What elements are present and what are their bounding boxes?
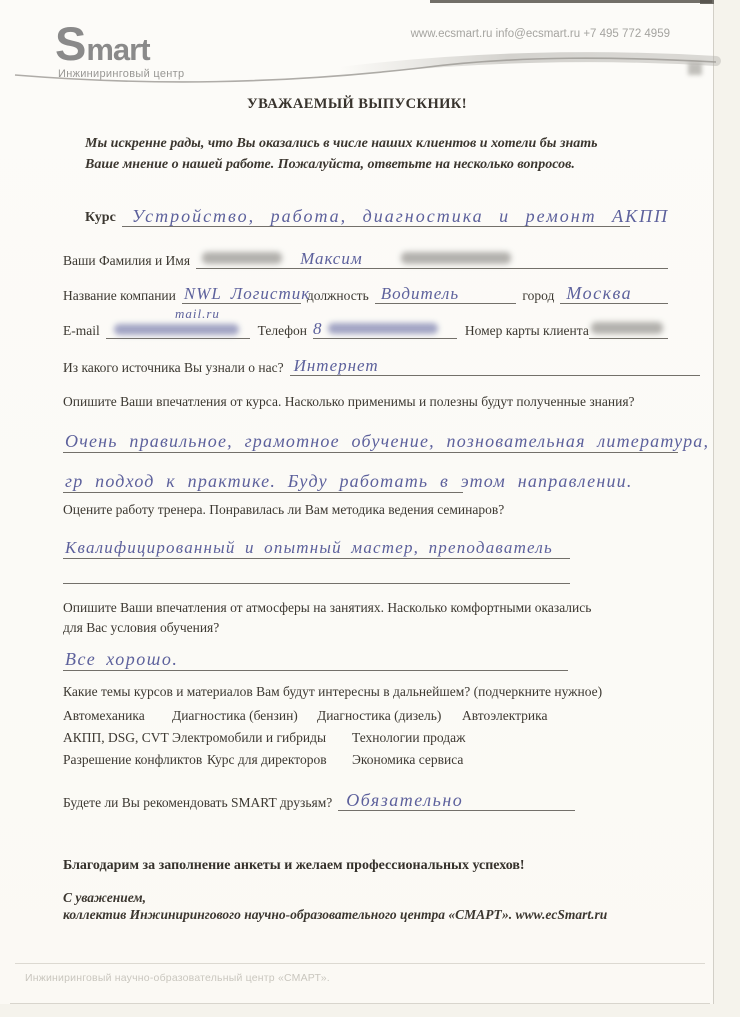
scan-edge-top [430, 0, 712, 3]
scan-edge-right-line [713, 4, 714, 1009]
scan-edge-right-band [714, 0, 740, 1017]
swoosh-curve-graphic [0, 42, 740, 97]
company-line [182, 283, 311, 304]
topic-sales-technology: Технологии продаж [352, 730, 466, 745]
answer-1-handwriting-2: гр подход к практике. Буду работать в этом направлении. [65, 471, 633, 491]
city-handwriting: Москва [566, 283, 633, 303]
phone-line [313, 318, 457, 339]
name-label: Ваши Фамилия и Имя [63, 252, 191, 268]
email-row [63, 318, 668, 339]
company-label: Название компании [63, 287, 176, 303]
closing-thanks: Благодарим за заполнение анкеты и желаем профессиональных успехов! [63, 858, 525, 873]
redacted-patronymic-scribble [401, 252, 511, 264]
answer-1-handwriting-1: Очень правильное, грамотное обучение, позновательная литература, [65, 431, 710, 451]
scan-edge-bottom-band [0, 1004, 740, 1017]
phone-label: Телефон [257, 322, 307, 338]
redacted-email-scribble [114, 324, 239, 335]
question-3-line-2: для Вас условия обучения? [63, 620, 220, 636]
intro-line-1: Мы искренне рады, что Вы оказались в числе наших клиентов и хотели бы знать [85, 136, 598, 151]
intro-paragraph [85, 133, 598, 175]
smart-logo-rest: mart [86, 32, 150, 67]
card-line [589, 318, 668, 339]
smart-logo-s: S [55, 17, 87, 70]
intro-line-2: Ваше мнение о нашей работе. Пожалуйста, ответьте на несколько вопросов. [85, 157, 575, 172]
position-label: должность [306, 287, 369, 303]
source-label: Из какого источника Вы узнали о нас? [63, 359, 284, 375]
position-line [375, 283, 517, 304]
redacted-card-scribble [591, 322, 663, 334]
position-handwriting: Водитель [380, 284, 460, 303]
footer-divider [15, 963, 705, 964]
topic-diagnostics-diesel: Диагностика (дизель) [317, 708, 442, 723]
topic-diagnostics-petrol: Диагностика (бензин) [172, 708, 298, 723]
answer-1-line-2 [63, 455, 633, 493]
answer-2-handwriting: Квалифицированный и опытный мастер, преподаватель [65, 538, 553, 557]
source-row [63, 355, 700, 376]
recommend-row [63, 790, 575, 811]
topic-akpp-dsg-cvt: АКПП, DSG, CVT [63, 730, 169, 745]
name-row [63, 248, 668, 269]
redacted-phone-scribble [328, 323, 438, 334]
footer-note: Инжиниринговый научно-образовательный центр «СМАРТ». [25, 972, 330, 984]
company-row [63, 283, 668, 304]
question-3 [63, 598, 591, 639]
course-handwriting: Устройство, работа, диагностика и ремонт АКПП [131, 206, 670, 226]
question-3-line-1: Опишите Ваши впечатления от атмосферы на занятиях. Насколько комфортными оказались [63, 600, 592, 615]
name-handwriting: Максим [300, 249, 363, 268]
recommend-handwriting: Обязательно [346, 790, 464, 810]
answer-2-line [63, 522, 570, 559]
city-line [560, 283, 668, 304]
question-1: Опишите Ваши впечатления от курса. Насколько применимы и полезны будут полученные знания? [63, 394, 635, 409]
redacted-surname-scribble [202, 252, 282, 264]
topic-automechanics: Автомеханика [63, 708, 145, 723]
topic-autoelectrics: Автоэлектрика [462, 708, 548, 723]
source-line [290, 355, 700, 376]
recommend-line [338, 790, 575, 811]
question-2: Оцените работу тренера. Понравилась ли Вам методика ведения семинаров? [63, 502, 505, 517]
card-label: Номер карты клиента [464, 322, 589, 338]
email-note-handwriting: mail.ru [175, 306, 220, 321]
email-line [106, 318, 250, 339]
source-handwriting: Интернет [293, 356, 379, 375]
phone-handwriting: 8 [312, 319, 323, 338]
closing-regards-2: коллектив Инжинирингового научно-образовательного центра «СМАРТ». www.ecSmart.ru [63, 907, 608, 922]
logo-subtitle: Инжиниринговый центр [58, 68, 185, 80]
city-label: город [522, 287, 555, 303]
topic-ev-hybrids: Электромобили и гибриды [172, 730, 327, 745]
answer-3-handwriting: Все хорошо. [65, 649, 179, 669]
name-line [196, 248, 668, 269]
page-title: УВАЖАЕМЫЙ ВЫПУСКНИК! [247, 96, 467, 112]
email-label: E-mail [63, 322, 100, 338]
header-contact-info: www.ecsmart.ru info@ecsmart.ru +7 495 772 4959 [410, 28, 670, 40]
company-handwriting: NWL Логистик [183, 284, 311, 303]
course-label: Курс [85, 210, 116, 226]
course-row [85, 206, 670, 227]
course-line [122, 206, 670, 227]
closing-regards-1: С уважением, [63, 890, 147, 905]
topic-service-economics: Экономика сервиса [352, 752, 464, 767]
topic-directors-course: Курс для директоров [207, 752, 327, 767]
answer-1-line-1 [63, 415, 710, 453]
answer-2-empty-line [63, 560, 570, 584]
topic-conflict-resolution: Разрешение конфликтов [63, 752, 203, 767]
topics-prompt: Какие темы курсов и материалов Вам будут интересны в дальнейшем? (подчеркните нужное) [63, 684, 603, 699]
answer-3-line [63, 642, 568, 671]
recommend-label: Будете ли Вы рекомендовать SMART друзьям? [63, 794, 333, 810]
